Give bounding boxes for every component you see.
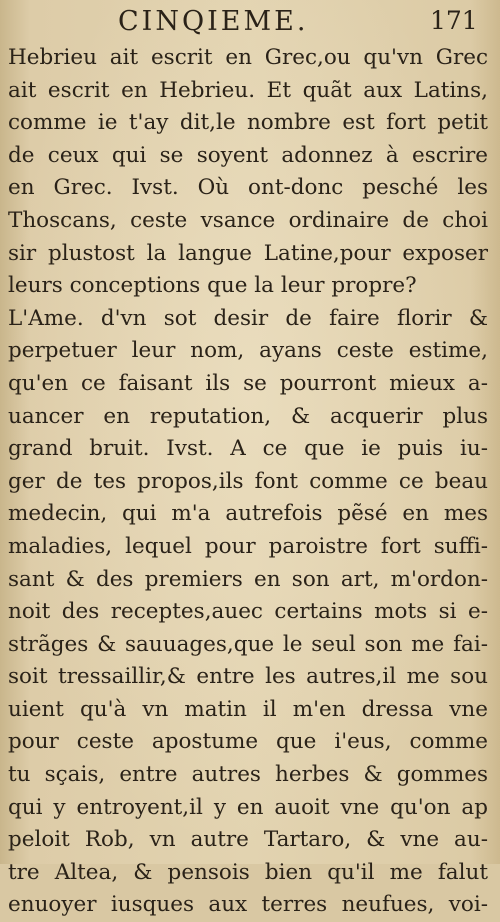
text-line: Thoscans, ceste vsance ordinaire de choi (8, 207, 488, 233)
text-line: tu sçais, entre autres herbes & gommes (8, 762, 488, 788)
page-header (0, 6, 500, 42)
text-line: de ceux qui se soyent adonnez à escrire (8, 142, 488, 168)
text-line: strãges & sauuages,que le seul son me fai- (8, 631, 488, 657)
text-line: perpetuer leur nom, ayans ceste estime, (8, 338, 488, 364)
text-line: sant & des premiers en son art, m'ordon- (8, 566, 488, 592)
text-line: tre Altea, & pensois bien qu'il me falut (8, 859, 488, 885)
running-head: CINQIEME. (118, 6, 309, 37)
text-line: medecin, qui m'a autrefois pẽsé en mes (8, 501, 488, 527)
text-line: pour ceste apostume que i'eus, comme (8, 729, 488, 755)
text-line: maladies, lequel pour paroistre fort suffi- (8, 533, 488, 559)
text-line: enuoyer iusques aux terres neufues, voi- (8, 892, 488, 918)
text-line: noit des receptes,auec certains mots si e- (8, 599, 488, 625)
text-line: uancer en reputation, & acquerir plus (8, 403, 488, 429)
text-line: grand bruit. Ivst. A ce que ie puis iu- (8, 436, 488, 462)
text-line: qui y entroyent,il y en auoit vne qu'on ap (8, 794, 488, 820)
text-line: en Grec. Ivst. Où ont-donc pesché les (8, 175, 488, 201)
text-line: L'Ame. d'vn sot desir de faire florir & (8, 305, 488, 331)
text-line: comme ie t'ay dit,le nombre est fort petit (8, 110, 488, 136)
text-line: uient qu'à vn matin il m'en dressa vne (8, 696, 488, 722)
page-number: 171 (430, 6, 478, 35)
text-line: peloit Rob, vn autre Tartaro, & vne au- (8, 827, 488, 853)
body-text (8, 42, 488, 922)
text-line: Hebrieu ait escrit en Grec,ou qu'vn Grec (8, 45, 488, 70)
text-line: sir plustost la langue Latine,pour exposer (8, 240, 488, 266)
text-line: ger de tes propos,ils font comme ce beau (8, 468, 488, 494)
text-line: qu'en ce faisant ils se pourront mieux a- (8, 370, 488, 396)
text-line: ait escrit en Hebrieu. Et quãt aux Latins, (8, 77, 488, 103)
text-line: leurs conceptions que la leur propre? (8, 273, 417, 299)
text-line: soit tressaillir,& entre les autres,il me sou (8, 664, 488, 690)
